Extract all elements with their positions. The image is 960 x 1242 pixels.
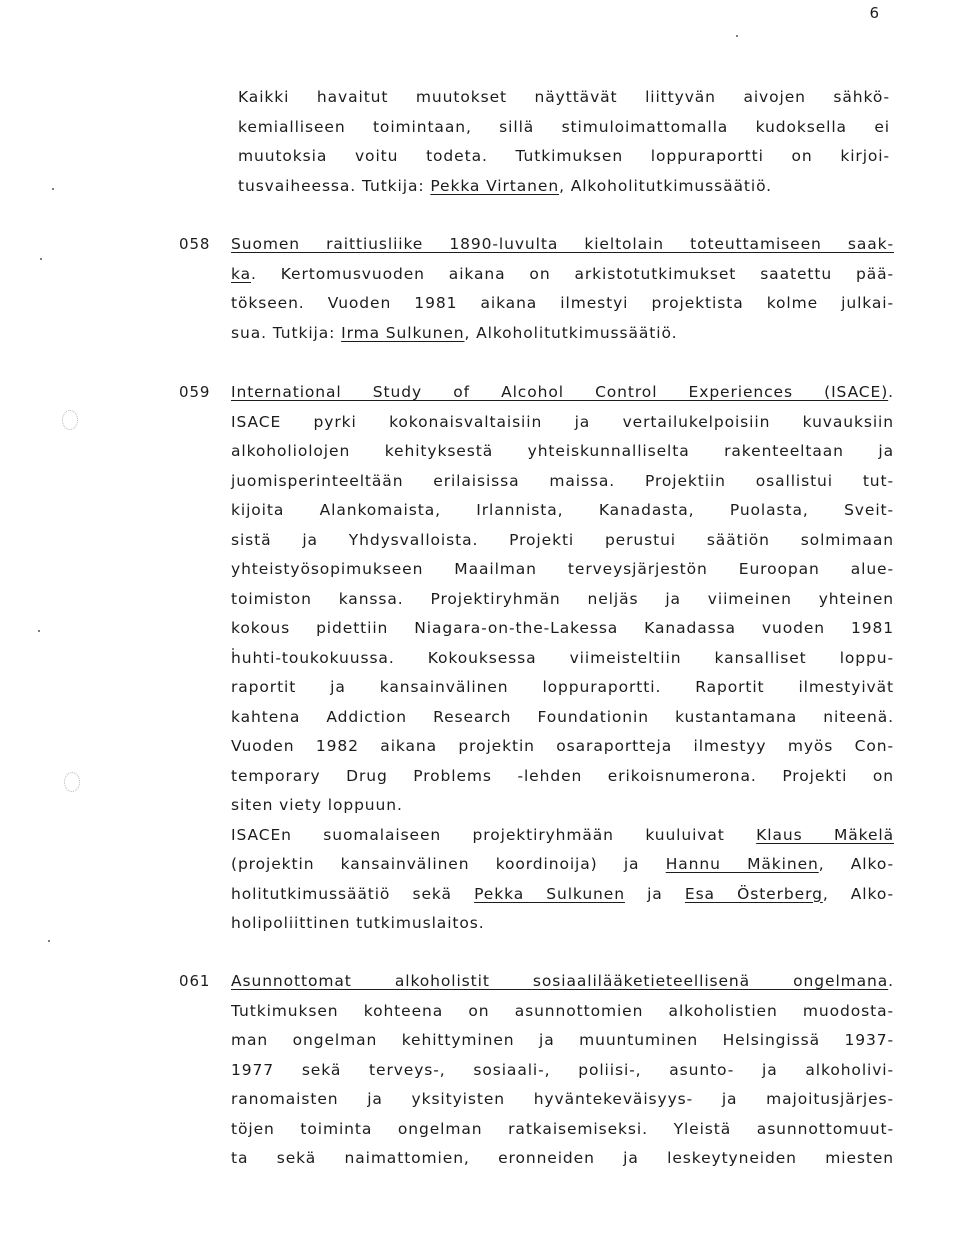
- text-line: sua. Tutkija: Irma Sulkunen, Alkoholitutkimussäätiö.: [231, 323, 678, 342]
- scan-dot: [736, 35, 738, 37]
- text-line: kahtena Addiction Research Foundationin kustantamana niteenä.: [231, 707, 894, 726]
- section-number: 059: [179, 383, 211, 401]
- scan-dot: [38, 630, 40, 632]
- researcher-name: Esa Österberg: [684, 884, 823, 903]
- text-line: man ongelman kehittyminen ja muuntuminen Helsingissä 1937-: [231, 1031, 894, 1049]
- scan-dot: [40, 258, 42, 260]
- text-line: ranomaisten ja yksityisten hyväntekeväisyys- ja majoitusjärjes-: [231, 1090, 894, 1108]
- text-line: holipoliittinen tutkimuslaitos.: [231, 914, 485, 932]
- section-title: Suomen raittiusliike 1890-luvulta kieltolain toteuttamiseen saak-: [231, 235, 894, 253]
- text-line: holitutkimussäätiö sekä Pekka Sulkunen ja Esa Österberg, Alko-: [231, 884, 895, 903]
- text-line: yhteistyösopimukseen Maailman terveysjärjestön Euroopan alue-: [231, 560, 894, 578]
- section-title: International Study of Alcohol Control Experiences (ISACE).: [231, 383, 894, 401]
- text-line: tusvaiheessa. Tutkija: Pekka Virtanen, Alkoholitutkimussäätiö.: [238, 176, 773, 195]
- text-line: muutoksia voitu todeta. Tutkimuksen loppuraportti on kirjoi-: [238, 147, 890, 165]
- text-line: ISACE pyrki kokonaisvaltaisiin ja vertailukelpoisiin kuvauksiin: [231, 412, 894, 431]
- text-line: toimiston kanssa. Projektiryhmän neljäs ja viimeinen yhteinen: [231, 589, 894, 608]
- text-line: Vuoden 1982 aikana projektin osaraportteja ilmestyy myös Con-: [231, 737, 894, 755]
- text-line: (projektin kansainvälinen koordinoija) ja Hannu Mäkinen, Alko-: [231, 855, 895, 873]
- scan-dot: [48, 940, 50, 942]
- researcher-name: Hannu Mäkinen: [665, 855, 819, 873]
- text-line: tökseen. Vuoden 1981 aikana ilmestyi projektista kolme julkai-: [231, 294, 894, 312]
- researcher-name: Pekka Virtanen: [430, 176, 560, 195]
- intro-paragraph: [238, 83, 890, 201]
- text-line: kemialliseen toimintaan, sillä stimuloimattomalla kudoksella ei: [238, 117, 890, 136]
- text-line: juomisperinteeltään erilaisissa maissa. Projektiin osallistui tut-: [231, 471, 894, 490]
- text-line: siten viety loppuun.: [231, 796, 403, 814]
- text-line: alkoholiolojen kehityksestä yhteiskunnalliselta rakenteeltaan ja: [231, 442, 894, 460]
- text-line: temporary Drug Problems -lehden erikoisnumerona. Projekti on: [231, 766, 894, 785]
- section-059: [231, 378, 894, 939]
- text-line: sistä ja Yhdysvalloista. Projekti perustui säätiön solmimaan: [231, 530, 894, 549]
- researcher-name: Irma Sulkunen: [341, 323, 465, 342]
- text-line: Tutkimuksen kohteena on asunnottomien alkoholistien muodosta-: [231, 1001, 894, 1020]
- page-number: 6: [869, 4, 880, 22]
- scan-dot: [52, 188, 54, 190]
- section-number: 058: [179, 235, 211, 253]
- section-058: [231, 230, 894, 348]
- text-line: kijoita Alankomaista, Irlannista, Kanadasta, Puolasta, Sveit-: [231, 501, 894, 519]
- text-line: töjen toiminta ongelman ratkaisemiseksi. Yleistä asunnottomuut-: [231, 1119, 894, 1138]
- text-line: raportit ja kansainvälinen loppuraportti. Raportit ilmestyivät: [231, 678, 894, 696]
- researcher-name: Pekka Sulkunen: [474, 884, 625, 903]
- text-line: ka. Kertomusvuoden aikana on arkistotutkimukset saatettu pää-: [231, 264, 894, 283]
- text-line: kokous pidettiin Niagara-on-the-Lakessa Kanadassa vuoden 1981: [231, 619, 894, 637]
- scan-speck: [62, 410, 78, 430]
- text-line: Kaikki havaitut muutokset näyttävät liittyvän aivojen sähkö-: [238, 88, 890, 106]
- text-line: ta sekä naimattomien, eronneiden ja leskeytyneiden miesten: [231, 1149, 894, 1167]
- section-title: Asunnottomat alkoholistit sosiaalilääketieteellisenä ongelmana.: [231, 972, 894, 990]
- text-line: huhti-toukokuussa. Kokouksessa viimeisteltiin kansalliset loppu-: [231, 648, 894, 667]
- researcher-name: Klaus Mäkelä: [756, 825, 894, 844]
- text-line: ISACEn suomalaiseen projektiryhmään kuuluivat Klaus Mäkelä: [231, 825, 894, 844]
- section-number: 061: [179, 972, 211, 990]
- section-061: [231, 967, 894, 1174]
- text-line: 1977 sekä terveys-, sosiaali-, poliisi-, asunto- ja alkoholivi-: [231, 1060, 894, 1079]
- scan-speck: [64, 772, 80, 792]
